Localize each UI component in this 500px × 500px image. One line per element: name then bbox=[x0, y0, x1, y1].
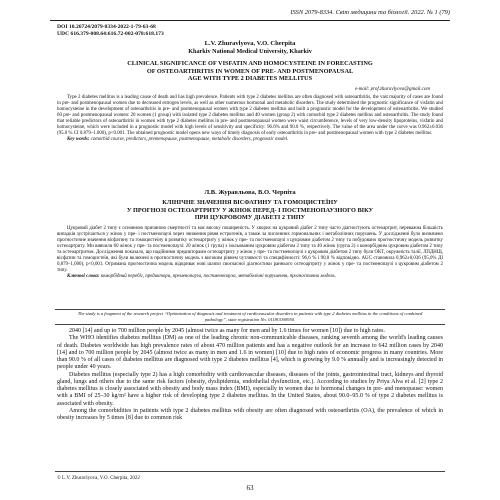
body-paragraph: Diabetes mellitus (especially type 2) has a high comorbidity with cardiovascular diseases, diseases of the joints, gastrointestinal tract, kidneys and thyroid gland, lungs and others due to the same risk factors (obesity, dyslipidemia, endothelial dysfunction, etc.). According to studies by Priya Alva et al. [2] type 2 diabetes mellitus is closely associated with obesity and body mass index (BMI), especially in women due to hormonal changes in pre- and menopause: women with a BMI of 25–30 kg/m² have a higher risk of developing type 2 diabetes mellitus. In the United States, about 90.0–95.0 % of type 2 diabetes mellitus is associated with obesity. bbox=[57, 371, 443, 407]
abstract-en bbox=[57, 95, 443, 143]
abstract-en-text: Type 2 diabetes mellitus is a leading cause of death and has high prevalence. Patients with type 2 diabetes mellitus are often diagnosed with osteoarthritis, the vast majority of cases are found in pre- and postmenopausal women due to decreased estrogen levels, as well as other numerous hormonal and metabolic disorders. The study determined the prognostic significance of visfatin and homocysteine in the development of osteoarthritis in pre- and postmenopausal women with type 2 diabetes mellitus and built a prognostic model for the development of osteoarthritis. We studied 60 pre- and postmenopausal women: 20 women (1 group) with isolated type 2 diabetes mellitus and 40 women (group 2) with comorbid type 2 diabetes mellitus and osteoarthritis. The study found that reliable predictors of osteoarthritis in women with type 2 diabetes mellitus in pre- and postmenopausal women were waist circumference, levels of very low-density lipoproteins, visfatin and homocysteine, which were included in a prognostic model with high levels of sensitivity and specificity: 96.6% and 90.0 %, respectively. The value of the area under the curve was 0.962±0.036 (95.0 % CI 0.879–1.000), p<0.001. The obtained prognostic model opens new ways of timely diagnosis of early osteoarthritis in pre- and postmenopausal women with type 2 diabetes mellitus. bbox=[57, 95, 443, 137]
header-rule bbox=[50, 20, 450, 21]
authors-en: L.V. Zhuravlyova, V.O. Cherpita bbox=[204, 40, 296, 47]
doi-line: DOI 10.26724/2079-8334-2022-1-79-63-68 bbox=[57, 24, 156, 30]
authors-ua: Л.В. Журавльова, В.О. Черпіта bbox=[204, 189, 296, 196]
title-en-line: CLINICAL SIGNIFICANCE OF VISFATIN AND HOMOCYSTEINE IN FORECASTING bbox=[127, 60, 373, 67]
body-paragraph: 2040 [14] and up to 700 million people by 2045 (almost twice as many for men and by 1.6 times for women [10]) due to high rates. bbox=[69, 328, 385, 334]
page-number: 63 bbox=[246, 484, 254, 492]
footnote-rule-bottom bbox=[55, 324, 445, 325]
footer-rule bbox=[55, 471, 445, 472]
body-paragraph: Among the comorbidities in patients with type 2 diabetes mellitus with obesity are often diagnosed with osteoarthritis (OA), the prevalence of which in obesity increases by 5 times [8] due to common risk bbox=[57, 407, 443, 421]
abstract-ua-text: Цукровий діабет 2 типу є основною причиною смертності та має високу поширеність. У хворих на цукровий діабет 2 типу часто діагностують остеоартрит, переважна більшість випадків зустрічається у жінок у пре- і постменопаузі через зниження рівня естрогенів, а також за численних гормональних і метаболічних порушень. У дослідженні було визначено прогностичне значення вісфатину та гомоцистеїну в розвитку остеоартриту у жінок у пре- та постменопаузі з цукровим діабетом 2 типу та побудовано прогностичну модель розвитку остеоартриту. Ми вивчили 60 жінок у пре- та постменопаузі: 20 жінок (1 група) з ізольованим цукровим діабетом 2 типу та 40 жінок (група 2) з коморбідним цукровим діабетом 2 типу та остеоартритом. Дослідження показало, що надійними предикторами остеоартриту у жінок у пре- та постменопаузі з цукровим діабетом 2 типу були ОКТ, окружність талії, ЛПДНЩ, вісфатин та гомоцистеїн, які були включені в прогностичну модель з високим рівнем чутливості та специфічності: 96,6 % і 90,0 % відповідно. AUC становила 0,962±0,036 (95,0% ДІ 0,879–1,000), p<0,001. Отримана прогностична модель відкриває нові шляхи своєчасної діагностики раннього остеоартриту у жінок у пре- та постменопаузі з цукровим діабетом 2 типу. bbox=[57, 226, 443, 274]
research-footnote: The study is a fragment of the research project “Optimization of diagnosis and treatment of cardiovascular disorders in patients with type 2 diabetes mellitus in the conditions of combined pathology”, state registration No. 0118U000950. bbox=[77, 311, 423, 322]
body-paragraph: The WHO identifies diabetes mellitus (DM) as one of the leading chronic non-communicable diseases, ranking seventh among the world's leading causes of death. Diabetes worldwide has high prevalence rates of about 470 million patients and has a negative outlook for an increase to 642 million cases by 2040 [14] and to 700 million people by 2045 (almost twice as many in men and 1.6 in women) [10] due to high rates of economic progress in many countries. More than 90.0 % of all cases of diabetes mellitus are diagnosed with type 2 diabetes mellitus [4], which is growing by 9.0 % annually and is increasingly detected in people under 40 years. bbox=[57, 335, 443, 371]
title-en bbox=[70, 60, 430, 83]
udc-line: UDC 616.379-008.64:616.72-002-078:618.173 bbox=[57, 31, 164, 37]
keywords-en: comorbid course, predictors, premenopause, postmenopause, metabolic disorders, prognostic model. bbox=[90, 137, 289, 143]
title-ua-line: КЛІНІЧНЕ ЗНАЧЕННЯ ВІСФАТИНУ ТА ГОМОЦИСТЕЇНУ bbox=[162, 199, 338, 206]
journal-issn-header: ISSN 2079-8334. Світ медицини та біології. 2022. № 1 (79) bbox=[290, 9, 450, 16]
keywords-ua: коморбідний перебіг, предиктори, пременопауза, постменопауза, метаболічні порушення, прогностична модель. bbox=[100, 274, 337, 280]
title-ua bbox=[70, 199, 430, 222]
abstract-ua bbox=[57, 226, 443, 280]
affiliation-en: Kharkiv National Medical University, Kharkiv bbox=[188, 48, 312, 55]
title-ua-line: У ПРОГНОЗІ ОСТЕОАРТРИТУ У ЖІНОК ПЕРЕД- І ПОСТМЕНОПАУЗНОГО ВІКУ bbox=[126, 206, 374, 214]
title-en-line: AGE WITH TYPE 2 DIABETES MELLITUS bbox=[187, 75, 313, 83]
footnote-rule-top bbox=[55, 309, 445, 310]
title-en-line: OF OSTEOARTHRITIS IN WOMEN OF PRE- AND POSTMENOPAUSAL bbox=[146, 67, 354, 75]
article-body bbox=[57, 328, 443, 422]
copyright: © L.V. Zhuravlyova, V.O. Cherpita, 2022 bbox=[57, 476, 140, 481]
keywords-ua-label: Ключові слова: bbox=[67, 274, 100, 280]
title-ua-line: ПРИ ЦУКРОВОМУ ДІАБЕТІ 2 ТИПУ bbox=[194, 214, 306, 222]
contact-email: e-mail: prof.zhuravlyova@gmail.com bbox=[354, 87, 430, 92]
keywords-en-label: Key words: bbox=[67, 137, 90, 143]
